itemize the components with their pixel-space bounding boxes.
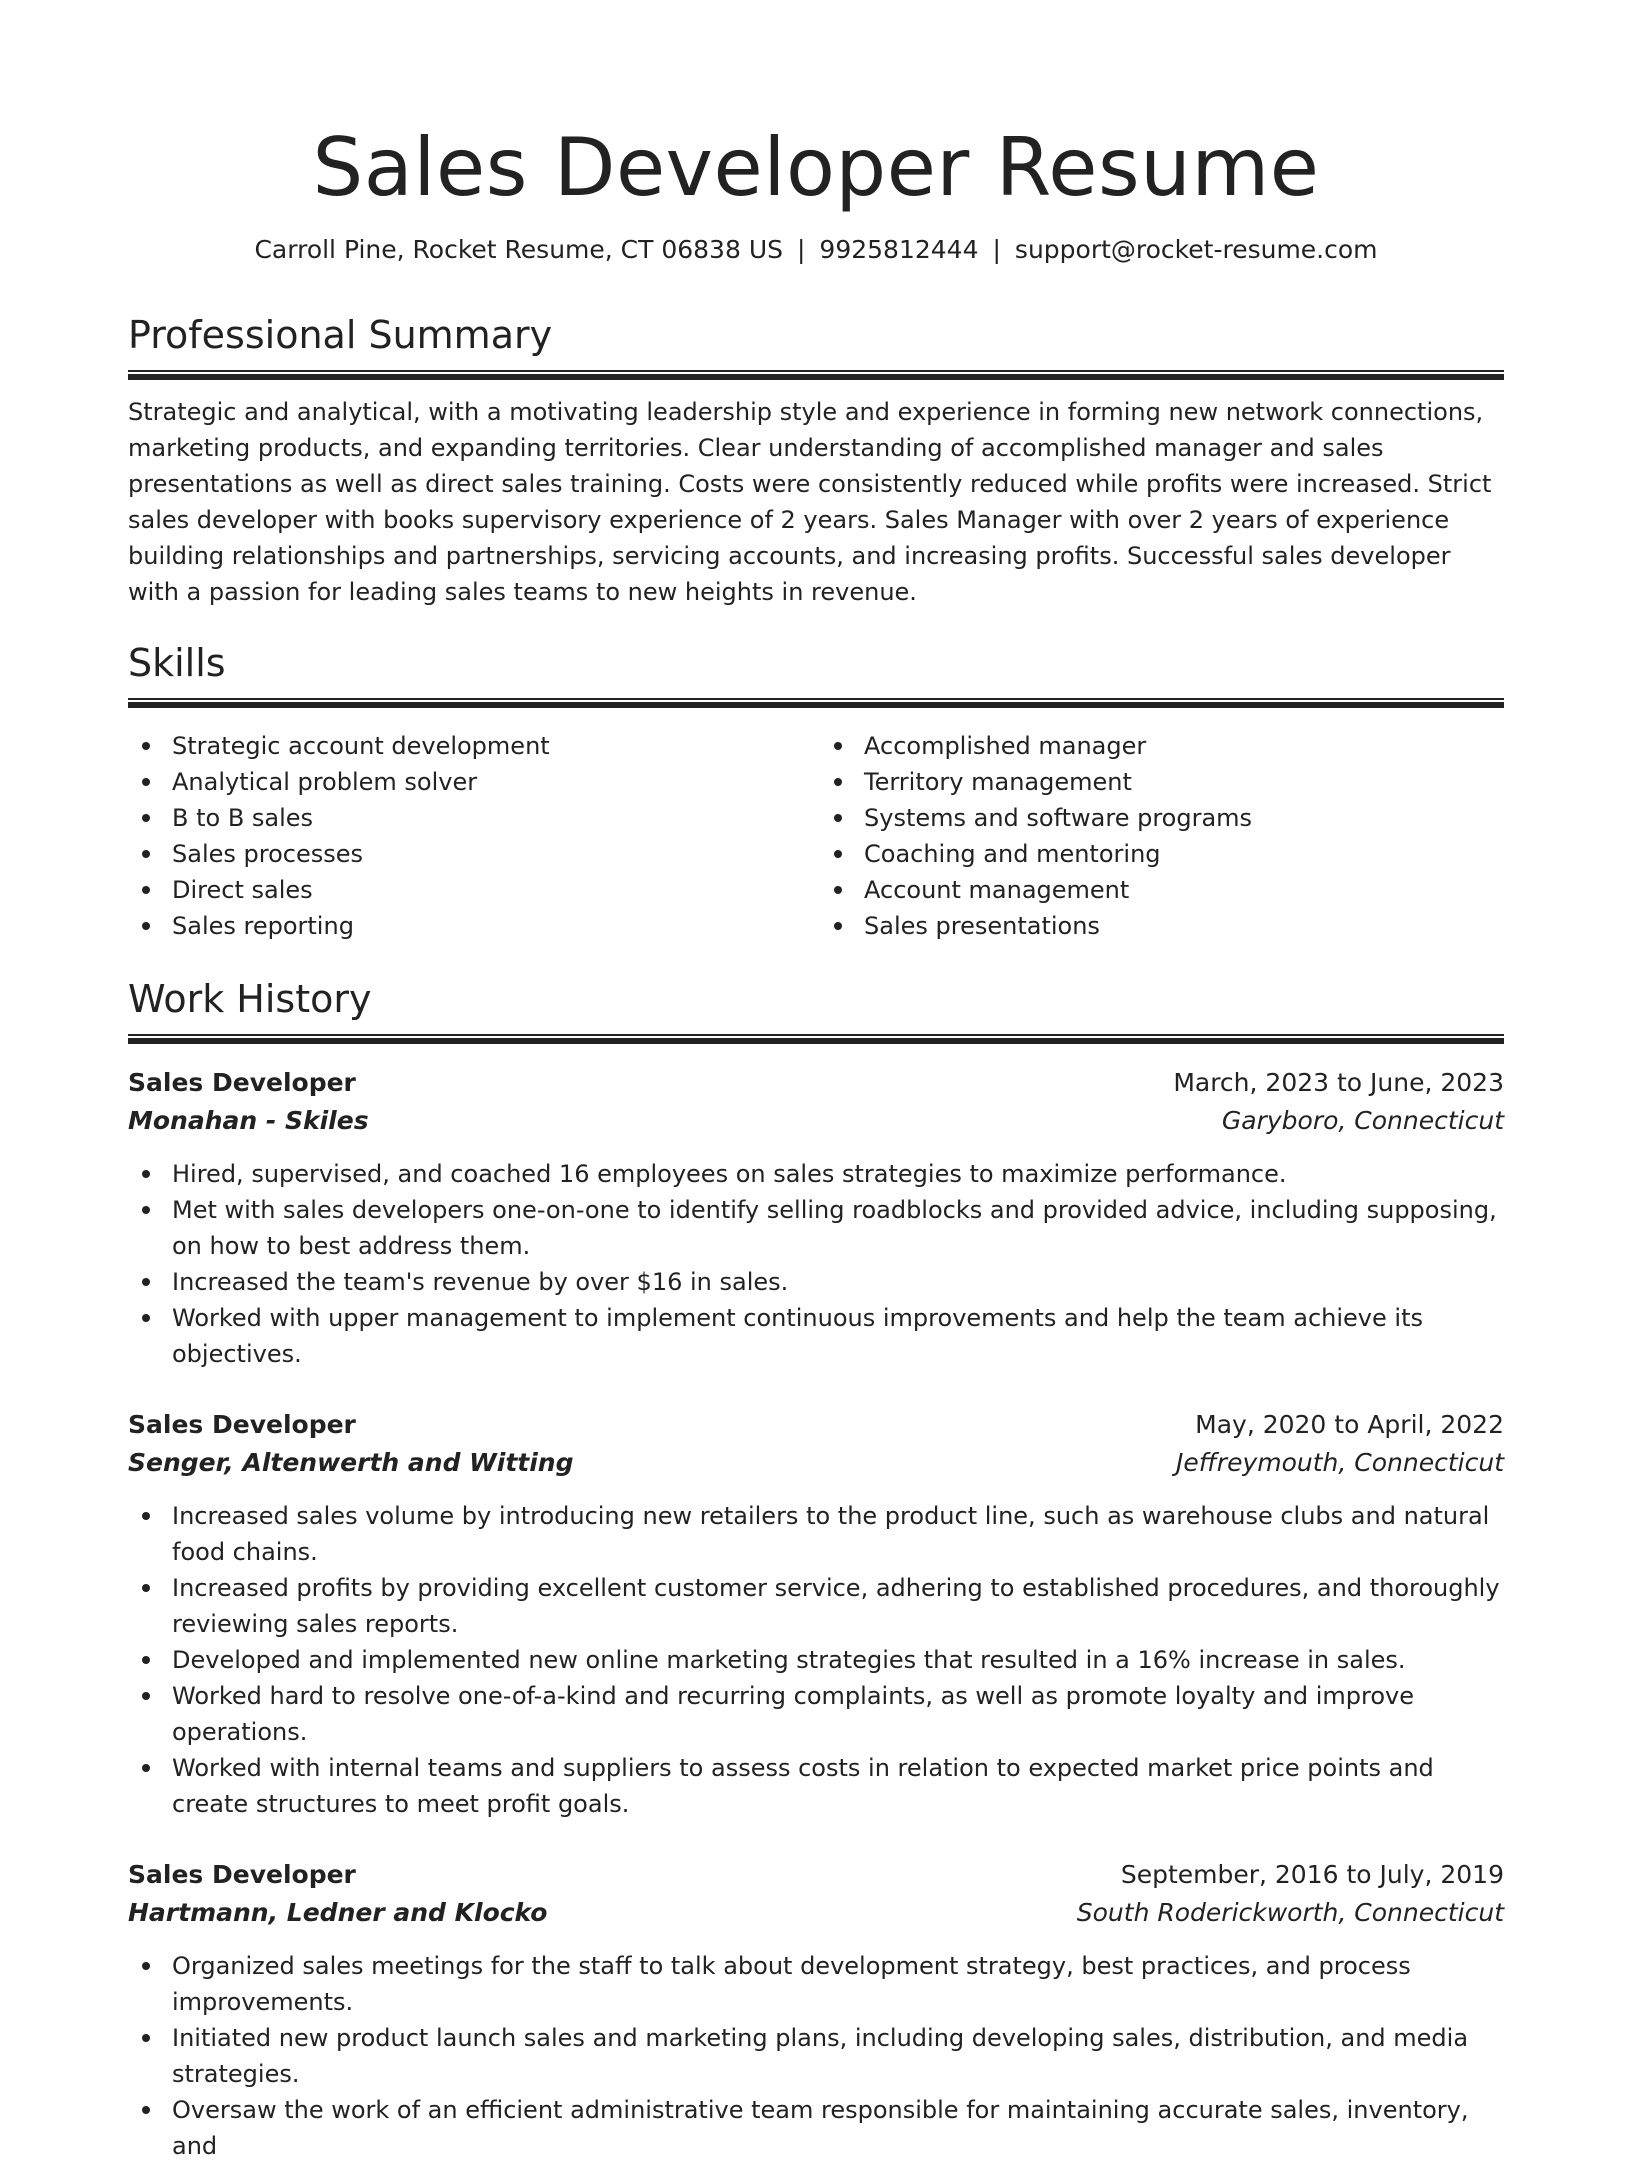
job-location: Garyboro, Connecticut <box>1221 1106 1504 1135</box>
skill-item: Territory management <box>816 764 1504 800</box>
contact-email: support@rocket-resume.com <box>1014 235 1378 264</box>
job-company-row <box>128 1444 1504 1482</box>
job-bullet: Met with sales developers one-on-one to identify selling roadblocks and provided advice, including supposing, on how to best address them. <box>128 1192 1504 1264</box>
job-header-row <box>128 1856 1504 1894</box>
job-bullet: Hired, supervised, and coached 16 employees on sales strategies to maximize performance. <box>128 1156 1504 1192</box>
job-dates: September, 2016 to July, 2019 <box>1120 1860 1504 1889</box>
skill-item: Sales processes <box>128 836 816 872</box>
skill-item: Accomplished manager <box>816 728 1504 764</box>
job-company-row <box>128 1894 1504 1932</box>
job-title: Sales Developer <box>128 1860 356 1889</box>
skill-item: Account management <box>816 872 1504 908</box>
skill-item: B to B sales <box>128 800 816 836</box>
job-location: Jeffreymouth, Connecticut <box>1176 1448 1504 1477</box>
job-bullet: Increased the team's revenue by over $16 in sales. <box>128 1264 1504 1300</box>
section-divider <box>128 1034 1504 1044</box>
job-bullet: Worked with upper management to implement continuous improvements and help the team achieve its objectives. <box>128 1300 1504 1372</box>
job-entry <box>128 1406 1504 1822</box>
job-header-row <box>128 1406 1504 1444</box>
job-bullet: Initiated new product launch sales and marketing plans, including developing sales, distribution, and media strategies. <box>128 2020 1504 2092</box>
contact-phone: 9925812444 <box>819 235 979 264</box>
summary-heading: Professional Summary <box>128 313 553 357</box>
job-bullet: Increased profits by providing excellent customer service, adhering to established procedures, and thoroughly reviewing sales reports. <box>128 1570 1504 1642</box>
job-bullet: Developed and implemented new online marketing strategies that resulted in a 16% increase in sales. <box>128 1642 1504 1678</box>
skill-item: Systems and software programs <box>816 800 1504 836</box>
section-divider <box>128 698 1504 708</box>
skills-column-left <box>128 728 816 944</box>
skills-column-right <box>816 728 1504 944</box>
job-title: Sales Developer <box>128 1410 356 1439</box>
job-bullet: Oversaw the work of an efficient administrative team responsible for maintaining accurate sales, inventory, and <box>128 2092 1504 2164</box>
job-bullet: Worked hard to resolve one-of-a-kind and recurring complaints, as well as promote loyalty and improve operations. <box>128 1678 1504 1750</box>
job-location: South Roderickworth, Connecticut <box>1076 1898 1504 1927</box>
job-bullets <box>128 1156 1504 1372</box>
job-bullet: Organized sales meetings for the staff to talk about development strategy, best practices, and process improvements. <box>128 1948 1504 2020</box>
work-history-heading: Work History <box>128 977 372 1021</box>
job-dates: May, 2020 to April, 2022 <box>1195 1410 1504 1439</box>
job-bullets <box>128 1948 1504 2164</box>
job-bullet: Increased sales volume by introducing new retailers to the product line, such as warehouse clubs and natural food chains. <box>128 1498 1504 1570</box>
job-title: Sales Developer <box>128 1068 356 1097</box>
job-entry <box>128 1064 1504 1372</box>
contact-address: Carroll Pine, Rocket Resume, CT 06838 US <box>254 235 783 264</box>
contact-line <box>128 234 1504 266</box>
skill-item: Direct sales <box>128 872 816 908</box>
job-entry <box>128 1856 1504 2164</box>
job-dates: March, 2023 to June, 2023 <box>1173 1068 1504 1097</box>
job-company-row <box>128 1102 1504 1140</box>
job-bullet: Worked with internal teams and suppliers to assess costs in relation to expected market price points and create structures to meet profit goals. <box>128 1750 1504 1822</box>
contact-separator: | <box>992 235 1001 264</box>
contact-separator: | <box>796 235 806 264</box>
skill-item: Analytical problem solver <box>128 764 816 800</box>
job-company: Hartmann, Ledner and Klocko <box>128 1898 548 1927</box>
skill-item: Strategic account development <box>128 728 816 764</box>
skill-item: Coaching and mentoring <box>816 836 1504 872</box>
job-header-row <box>128 1064 1504 1102</box>
skill-item: Sales reporting <box>128 908 816 944</box>
resume-page <box>128 118 1504 2164</box>
resume-title: Sales Developer Resume <box>312 121 1320 214</box>
job-company: Monahan - Skiles <box>128 1106 369 1135</box>
job-bullets <box>128 1498 1504 1822</box>
skill-item: Sales presentations <box>816 908 1504 944</box>
job-company: Senger, Altenwerth and Witting <box>128 1448 574 1477</box>
summary-text: Strategic and analytical, with a motivating leadership style and experience in forming new network connections, marketing products, and expanding territories. Clear understanding of accomplished manager and sales presentations as well as direct sales training. Costs were consistently reduced while profits were increased. Strict sales developer with books supervisory experience of 2 years. Sales Manager with over 2 years of experience building relationships and partnerships, servicing accounts, and increasing profits. Successful sales developer with a passion for leading sales teams to new heights in revenue. <box>128 398 1492 606</box>
skills-heading: Skills <box>128 641 226 685</box>
skills-list <box>128 728 1504 944</box>
section-divider <box>128 370 1504 380</box>
